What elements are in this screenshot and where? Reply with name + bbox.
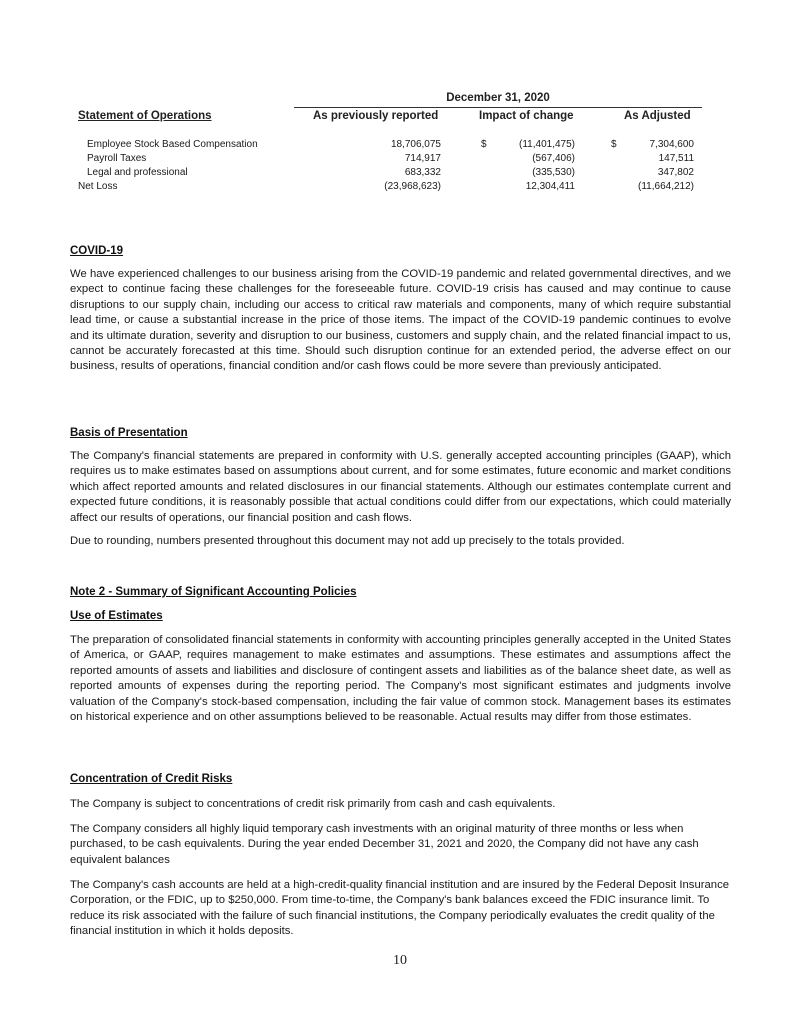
page-number: 10 [393,953,407,968]
previous-value: 683,332 [404,167,441,178]
impact-value: (335,530) [532,167,575,178]
covid-heading: COVID-19 [70,245,124,257]
row-label: Payroll Taxes [87,153,147,164]
previous-value: 18,706,075 [390,139,441,150]
impact-currency-symbol: $ [481,139,487,150]
impact-column-header: Impact of change [479,110,574,122]
basis-heading: Basis of Presentation [70,427,188,439]
table-row [70,152,702,166]
impact-value: 12,304,411 [525,181,575,192]
period-header-rule [294,107,702,108]
adjusted-value: (11,664,212) [638,181,694,192]
table-row [70,138,702,152]
period-header: December 31, 2020 [446,92,550,104]
adjusted-value: 147,511 [658,153,694,164]
row-label: Legal and professional [87,167,188,178]
previous-value: (23,968,623) [384,181,441,192]
basis-paragraph: The Company's financial statements are prepared in conformity with U.S. generally accepted accounting principles (GAAP), which requires us to make estimates based on assumptions about current, and for some estimates, future economic and market conditions which affect reported amounts and related disclosures in our financial statements. Although our estimates contemplate current and expected future conditions, it is reasonably possible that actual conditions could differ from our expectations, which could materially affect our results of operations, our financial position and cash flows. [70,450,731,524]
table-row [70,166,702,180]
use-of-estimates-heading: Use of Estimates [70,610,163,622]
impact-value: (11,401,475) [519,139,575,150]
rounding-paragraph: Due to rounding, numbers presented throughout this document may not add up precisely to the totals provided. [70,535,625,547]
note2-heading: Note 2 - Summary of Significant Accounting Policies [70,586,357,598]
credit-risk-heading: Concentration of Credit Risks [70,773,233,785]
row-label: Net Loss [78,181,118,192]
credit-risk-paragraph-2: The Company considers all highly liquid temporary cash investments with an original maturity of three months or less when purchased, to be cash equivalents. During the year ended December 31, 2021 and 2020, the Company did not have any cash equivalent balances [70,823,699,866]
previous-column-header: As previously reported [313,110,439,122]
table-row-total [70,180,702,194]
adjusted-column-header: As Adjusted [624,110,691,122]
adjusted-currency-symbol: $ [611,139,617,150]
section-column-header: Statement of Operations [78,110,212,122]
covid-paragraph: We have experienced challenges to our business arising from the COVID-19 pandemic and related governmental directives, and we expect to continue facing these challenges for the foreseeable future. COVID-19 crisis has caused and may continue to cause disruptions to our supply chain, including our access to critical raw materials and components, many of which require substantial lead time, or cause a substantial increase in the price of those items. The impact of the COVID-19 pandemic continues to evolve and its ultimate duration, severity and disruption to our business, customers and supply chain, and the related financial impact to us, cannot be accurately forecasted at this time. Should such disruption continue for an extended period, the adverse effect on our business, results of operations, financial condition and/or cash flows could be more severe than previously anticipated. [70,268,731,373]
credit-risk-paragraph-3: The Company's cash accounts are held at a high-credit-quality financial institution and are insured by the Federal Deposit Insurance Corporation, or the FDIC, up to $250,000. From time-to-time, the Company's bank balances exceed the FDIC insurance limit. To reduce its risk associated with the failure of such financial institutions, the Company periodically evaluates the credit quality of the financial institution in which it holds deposits. [70,879,729,938]
adjusted-value: 7,304,600 [649,139,694,150]
estimates-paragraph: The preparation of consolidated financial statements in conformity with accounting principles generally accepted in the United States of America, or GAAP, requires management to make estimates and assumptions. These estimates and assumptions affect the reported amounts of assets and liabilities and disclosure of contingent assets and liabilities as of the balance sheet date, as well as reported amounts of expenses during the reporting period. The Company's most significant estimates and judgments involve valuation of the Company's stock-based compensation, including the fair value of common stock. Management bases its estimates on historical experience and on other assumptions believed to be reasonable. Actual results may differ from those estimates. [70,634,731,724]
impact-value: (567,406) [532,153,575,164]
previous-value: 714,917 [404,153,441,164]
row-label: Employee Stock Based Compensation [87,139,258,150]
credit-risk-paragraph-1: The Company is subject to concentrations of credit risk primarily from cash and cash equivalents. [70,798,556,810]
adjusted-value: 347,802 [657,167,694,178]
